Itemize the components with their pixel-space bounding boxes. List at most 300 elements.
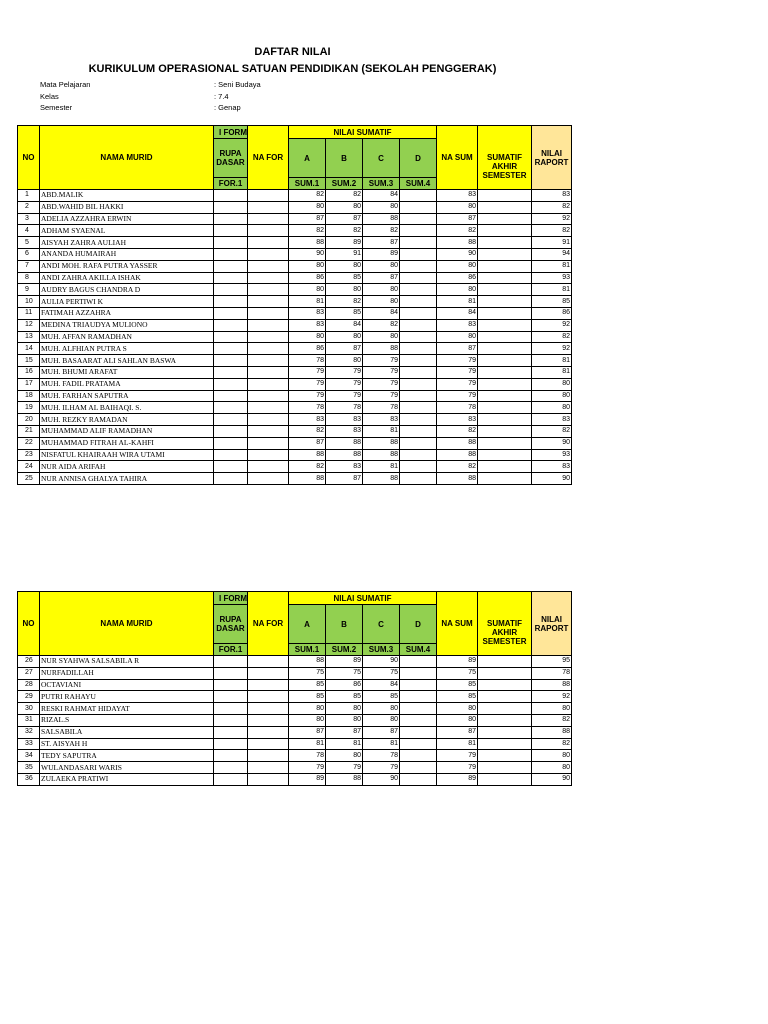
- table-row: [18, 237, 572, 249]
- sum4-cell: [400, 691, 437, 703]
- sum4-cell: [400, 284, 437, 296]
- nilai-raport-cell: 92: [532, 691, 572, 703]
- sum2-cell: 79: [326, 762, 363, 774]
- table-row: [18, 225, 572, 237]
- sum4-cell: [400, 355, 437, 367]
- sum2-cell: 85: [326, 307, 363, 319]
- sum2-cell: 87: [326, 726, 363, 738]
- table-row: [18, 656, 572, 668]
- sum4-cell: [400, 762, 437, 774]
- na-sum-cell: 79: [437, 750, 478, 762]
- sumatif-akhir-cell: [478, 190, 532, 202]
- sumatif-akhir-cell: [478, 703, 532, 715]
- student-name: ADELIA AZZAHRA ERWIN: [40, 213, 214, 225]
- sumatif-akhir-cell: [478, 307, 532, 319]
- sum4-cell: [400, 437, 437, 449]
- na-for-cell: [248, 667, 289, 679]
- na-for-cell: [248, 201, 289, 213]
- sum4-cell: [400, 213, 437, 225]
- student-name: MUH. ILHAM AL BAIHAQI. S.: [40, 402, 214, 414]
- table-row: [18, 425, 572, 437]
- nilai-raport-cell: 86: [532, 307, 572, 319]
- rupa-dasar-cell: [214, 366, 248, 378]
- sum3-cell: 90: [363, 773, 400, 785]
- sum3-cell: 87: [363, 237, 400, 249]
- row-number: 9: [18, 284, 40, 296]
- table-row: [18, 750, 572, 762]
- sum4-cell: [400, 473, 437, 485]
- sum3-cell: 88: [363, 343, 400, 355]
- nilai-raport-cell: 88: [532, 679, 572, 691]
- sum3-cell: 80: [363, 260, 400, 272]
- row-number: 22: [18, 437, 40, 449]
- nilai-raport-cell: 83: [532, 414, 572, 426]
- sum1-cell: 83: [289, 319, 326, 331]
- table-row: [18, 667, 572, 679]
- header-for1: FOR.1: [214, 178, 248, 190]
- student-name: MUHAMMAD ALIF RAMADHAN: [40, 425, 214, 437]
- student-name: NUR AIDA ARIFAH: [40, 461, 214, 473]
- rupa-dasar-cell: [214, 272, 248, 284]
- na-for-cell: [248, 691, 289, 703]
- student-name: AUDRY BAGUS CHANDRA D: [40, 284, 214, 296]
- sum1-cell: 83: [289, 307, 326, 319]
- na-for-cell: [248, 738, 289, 750]
- na-for-cell: [248, 402, 289, 414]
- sum3-cell: 90: [363, 656, 400, 668]
- nilai-raport-cell: 82: [532, 738, 572, 750]
- student-name: ANDI MOH. RAFA PUTRA YASSER: [40, 260, 214, 272]
- nilai-raport-cell: 82: [532, 225, 572, 237]
- nilai-raport-cell: 92: [532, 319, 572, 331]
- meta-label: Mata Pelajaran: [40, 80, 91, 89]
- na-sum-cell: 88: [437, 449, 478, 461]
- na-sum-cell: 88: [437, 437, 478, 449]
- na-for-cell: [248, 225, 289, 237]
- row-number: 32: [18, 726, 40, 738]
- na-sum-cell: 85: [437, 691, 478, 703]
- rupa-dasar-cell: [214, 437, 248, 449]
- sum1-cell: 86: [289, 343, 326, 355]
- row-number: 2: [18, 201, 40, 213]
- na-sum-cell: 82: [437, 425, 478, 437]
- sum2-cell: 87: [326, 343, 363, 355]
- na-sum-cell: 81: [437, 296, 478, 308]
- student-name: MUHAMMAD FITRAH AL-KAHFI: [40, 437, 214, 449]
- na-for-cell: [248, 190, 289, 202]
- rupa-dasar-cell: [214, 461, 248, 473]
- sum4-cell: [400, 331, 437, 343]
- nilai-raport-cell: 82: [532, 331, 572, 343]
- sumatif-akhir-cell: [478, 726, 532, 738]
- na-for-cell: [248, 284, 289, 296]
- student-name: ADHAM SYAENAL: [40, 225, 214, 237]
- sumatif-akhir-cell: [478, 355, 532, 367]
- na-for-cell: [248, 366, 289, 378]
- na-for-cell: [248, 679, 289, 691]
- sum4-cell: [400, 656, 437, 668]
- na-for-cell: [248, 773, 289, 785]
- sum2-cell: 84: [326, 319, 363, 331]
- table-row: [18, 414, 572, 426]
- student-name: MUH. REZKY RAMADAN: [40, 414, 214, 426]
- na-sum-cell: 87: [437, 213, 478, 225]
- sumatif-akhir-cell: [478, 248, 532, 260]
- sum4-cell: [400, 726, 437, 738]
- nilai-raport-cell: 85: [532, 296, 572, 308]
- header-nilai-formatif: I FORM: [214, 126, 248, 139]
- row-number: 28: [18, 679, 40, 691]
- na-for-cell: [248, 355, 289, 367]
- na-sum-cell: 79: [437, 366, 478, 378]
- sum4-cell: [400, 703, 437, 715]
- sumatif-akhir-cell: [478, 414, 532, 426]
- na-sum-cell: 84: [437, 307, 478, 319]
- na-for-cell: [248, 750, 289, 762]
- sum2-cell: 80: [326, 201, 363, 213]
- table-row: [18, 378, 572, 390]
- sum1-cell: 80: [289, 703, 326, 715]
- meta-value: : Seni Budaya: [214, 80, 261, 89]
- sum1-cell: 75: [289, 667, 326, 679]
- row-number: 36: [18, 773, 40, 785]
- table-row: [18, 260, 572, 272]
- na-for-cell: [248, 449, 289, 461]
- sumatif-akhir-cell: [478, 425, 532, 437]
- rupa-dasar-cell: [214, 237, 248, 249]
- row-number: 16: [18, 366, 40, 378]
- sumatif-akhir-cell: [478, 237, 532, 249]
- student-name: RIZAL.S: [40, 714, 214, 726]
- row-number: 27: [18, 667, 40, 679]
- row-number: 7: [18, 260, 40, 272]
- student-name: AISYAH ZAHRA AULIAH: [40, 237, 214, 249]
- rupa-dasar-cell: [214, 343, 248, 355]
- na-sum-cell: 80: [437, 201, 478, 213]
- na-for-cell: [248, 331, 289, 343]
- header-b: B: [326, 605, 363, 644]
- sum2-cell: 88: [326, 773, 363, 785]
- table-row: [18, 762, 572, 774]
- rupa-dasar-cell: [214, 750, 248, 762]
- nilai-raport-cell: 92: [532, 343, 572, 355]
- sum3-cell: 81: [363, 461, 400, 473]
- sum1-cell: 82: [289, 225, 326, 237]
- row-number: 33: [18, 738, 40, 750]
- sum1-cell: 82: [289, 461, 326, 473]
- na-sum-cell: 79: [437, 390, 478, 402]
- header-sum3: SUM.3: [363, 178, 400, 190]
- row-number: 30: [18, 703, 40, 715]
- na-sum-cell: 89: [437, 656, 478, 668]
- sum4-cell: [400, 260, 437, 272]
- nilai-raport-cell: 81: [532, 260, 572, 272]
- nilai-raport-cell: 91: [532, 237, 572, 249]
- sum2-cell: 87: [326, 473, 363, 485]
- header-nilai-raport: NILAI RAPORT: [532, 592, 572, 656]
- sumatif-akhir-cell: [478, 773, 532, 785]
- sum1-cell: 81: [289, 738, 326, 750]
- table-row: [18, 437, 572, 449]
- sum4-cell: [400, 225, 437, 237]
- na-sum-cell: 80: [437, 284, 478, 296]
- row-number: 19: [18, 402, 40, 414]
- sum3-cell: 87: [363, 272, 400, 284]
- sum2-cell: 80: [326, 750, 363, 762]
- sum1-cell: 88: [289, 473, 326, 485]
- sum1-cell: 85: [289, 691, 326, 703]
- student-name: PUTRI RAHAYU: [40, 691, 214, 703]
- row-number: 23: [18, 449, 40, 461]
- row-number: 18: [18, 390, 40, 402]
- rupa-dasar-cell: [214, 691, 248, 703]
- rupa-dasar-cell: [214, 414, 248, 426]
- sum3-cell: 88: [363, 437, 400, 449]
- sum1-cell: 82: [289, 190, 326, 202]
- na-sum-cell: 83: [437, 190, 478, 202]
- sum2-cell: 82: [326, 225, 363, 237]
- rupa-dasar-cell: [214, 201, 248, 213]
- sumatif-akhir-cell: [478, 366, 532, 378]
- na-for-cell: [248, 378, 289, 390]
- header-no: NO: [18, 126, 40, 190]
- table-row: [18, 355, 572, 367]
- header-rupa-dasar: RUPA DASAR: [214, 605, 248, 644]
- na-sum-cell: 87: [437, 343, 478, 355]
- header-nama-murid: NAMA MURID: [40, 126, 214, 190]
- sum3-cell: 80: [363, 714, 400, 726]
- na-for-cell: [248, 307, 289, 319]
- sum3-cell: 79: [363, 390, 400, 402]
- sum4-cell: [400, 307, 437, 319]
- rupa-dasar-cell: [214, 319, 248, 331]
- sum1-cell: 87: [289, 437, 326, 449]
- sumatif-akhir-cell: [478, 679, 532, 691]
- rupa-dasar-cell: [214, 225, 248, 237]
- table-row: [18, 284, 572, 296]
- sumatif-akhir-cell: [478, 667, 532, 679]
- sum3-cell: 80: [363, 201, 400, 213]
- rupa-dasar-cell: [214, 726, 248, 738]
- sum1-cell: 88: [289, 656, 326, 668]
- nilai-raport-cell: 90: [532, 437, 572, 449]
- grade-table-1: [17, 125, 572, 485]
- student-name: ANDI ZAHRA AKILLA ISHAK: [40, 272, 214, 284]
- sum3-cell: 79: [363, 366, 400, 378]
- sumatif-akhir-cell: [478, 750, 532, 762]
- sum4-cell: [400, 449, 437, 461]
- sumatif-akhir-cell: [478, 201, 532, 213]
- header-sumatif-akhir: SUMATIF AKHIR SEMESTER: [478, 592, 532, 656]
- table-row: [18, 714, 572, 726]
- student-name: AULIA PERTIWI K: [40, 296, 214, 308]
- na-for-cell: [248, 425, 289, 437]
- nilai-raport-cell: 90: [532, 773, 572, 785]
- sum4-cell: [400, 319, 437, 331]
- rupa-dasar-cell: [214, 679, 248, 691]
- sum2-cell: 80: [326, 355, 363, 367]
- row-number: 24: [18, 461, 40, 473]
- header-c: C: [363, 139, 400, 178]
- sum3-cell: 79: [363, 355, 400, 367]
- header-nilai-sumatif: NILAI SUMATIF: [289, 126, 437, 139]
- na-for-cell: [248, 726, 289, 738]
- sum2-cell: 87: [326, 213, 363, 225]
- sum3-cell: 80: [363, 284, 400, 296]
- nilai-raport-cell: 80: [532, 750, 572, 762]
- sum4-cell: [400, 296, 437, 308]
- na-sum-cell: 81: [437, 738, 478, 750]
- sumatif-akhir-cell: [478, 284, 532, 296]
- sum4-cell: [400, 190, 437, 202]
- student-name: RESKI RAHMAT HIDAYAT: [40, 703, 214, 715]
- header-na-for: NA FOR: [248, 126, 289, 190]
- header-nilai-formatif: I FORM: [214, 592, 248, 605]
- sum2-cell: 78: [326, 402, 363, 414]
- rupa-dasar-cell: [214, 355, 248, 367]
- rupa-dasar-cell: [214, 703, 248, 715]
- table-row: [18, 331, 572, 343]
- table-row: [18, 190, 572, 202]
- nilai-raport-cell: 94: [532, 248, 572, 260]
- sumatif-akhir-cell: [478, 390, 532, 402]
- header-nilai-sumatif: NILAI SUMATIF: [289, 592, 437, 605]
- header-a: A: [289, 139, 326, 178]
- table-row: [18, 449, 572, 461]
- sum4-cell: [400, 378, 437, 390]
- sumatif-akhir-cell: [478, 449, 532, 461]
- row-number: 10: [18, 296, 40, 308]
- student-name: WULANDASARI WARIS: [40, 762, 214, 774]
- header-c: C: [363, 605, 400, 644]
- nilai-raport-cell: 81: [532, 355, 572, 367]
- student-name: MUH. ALFHIAN PUTRA S: [40, 343, 214, 355]
- na-sum-cell: 86: [437, 272, 478, 284]
- table-row: [18, 307, 572, 319]
- sum2-cell: 85: [326, 272, 363, 284]
- nilai-raport-cell: 81: [532, 366, 572, 378]
- nilai-raport-cell: 88: [532, 726, 572, 738]
- na-for-cell: [248, 461, 289, 473]
- sum3-cell: 89: [363, 248, 400, 260]
- sumatif-akhir-cell: [478, 213, 532, 225]
- rupa-dasar-cell: [214, 714, 248, 726]
- sum1-cell: 80: [289, 260, 326, 272]
- na-sum-cell: 87: [437, 726, 478, 738]
- sum1-cell: 81: [289, 296, 326, 308]
- sum1-cell: 79: [289, 390, 326, 402]
- na-for-cell: [248, 390, 289, 402]
- header-sum4: SUM.4: [400, 178, 437, 190]
- header-sum1: SUM.1: [289, 644, 326, 656]
- table-row: [18, 319, 572, 331]
- na-for-cell: [248, 272, 289, 284]
- nilai-raport-cell: 92: [532, 213, 572, 225]
- sum4-cell: [400, 414, 437, 426]
- na-sum-cell: 88: [437, 473, 478, 485]
- sum3-cell: 79: [363, 378, 400, 390]
- header-d: D: [400, 139, 437, 178]
- student-name: OCTAVIANI: [40, 679, 214, 691]
- header-a: A: [289, 605, 326, 644]
- nilai-raport-cell: 83: [532, 190, 572, 202]
- row-number: 5: [18, 237, 40, 249]
- na-sum-cell: 80: [437, 260, 478, 272]
- sum3-cell: 78: [363, 402, 400, 414]
- sum3-cell: 80: [363, 331, 400, 343]
- rupa-dasar-cell: [214, 284, 248, 296]
- nilai-raport-cell: 95: [532, 656, 572, 668]
- sum4-cell: [400, 667, 437, 679]
- sum1-cell: 88: [289, 237, 326, 249]
- table-row: [18, 366, 572, 378]
- nilai-raport-cell: 81: [532, 284, 572, 296]
- sum3-cell: 88: [363, 213, 400, 225]
- na-for-cell: [248, 296, 289, 308]
- sum2-cell: 88: [326, 437, 363, 449]
- sum3-cell: 83: [363, 414, 400, 426]
- header-sum3: SUM.3: [363, 644, 400, 656]
- na-sum-cell: 83: [437, 414, 478, 426]
- sumatif-akhir-cell: [478, 319, 532, 331]
- student-name: ANANDA HUMAIRAH: [40, 248, 214, 260]
- rupa-dasar-cell: [214, 773, 248, 785]
- nilai-raport-cell: 78: [532, 667, 572, 679]
- row-number: 11: [18, 307, 40, 319]
- sumatif-akhir-cell: [478, 714, 532, 726]
- na-sum-cell: 78: [437, 402, 478, 414]
- na-sum-cell: 79: [437, 355, 478, 367]
- na-for-cell: [248, 237, 289, 249]
- na-sum-cell: 82: [437, 461, 478, 473]
- rupa-dasar-cell: [214, 449, 248, 461]
- sumatif-akhir-cell: [478, 437, 532, 449]
- sum2-cell: 82: [326, 296, 363, 308]
- na-for-cell: [248, 213, 289, 225]
- na-for-cell: [248, 260, 289, 272]
- sum1-cell: 86: [289, 272, 326, 284]
- student-name: MEDINA TRIAUDYA MULIONO: [40, 319, 214, 331]
- sum4-cell: [400, 750, 437, 762]
- sum3-cell: 81: [363, 425, 400, 437]
- student-name: NURFADILLAH: [40, 667, 214, 679]
- sumatif-akhir-cell: [478, 691, 532, 703]
- sumatif-akhir-cell: [478, 260, 532, 272]
- row-number: 21: [18, 425, 40, 437]
- sum1-cell: 80: [289, 284, 326, 296]
- sum1-cell: 78: [289, 750, 326, 762]
- na-for-cell: [248, 414, 289, 426]
- sum2-cell: 79: [326, 378, 363, 390]
- sum1-cell: 79: [289, 762, 326, 774]
- table-row: [18, 461, 572, 473]
- sum4-cell: [400, 714, 437, 726]
- sum2-cell: 80: [326, 284, 363, 296]
- sum1-cell: 80: [289, 331, 326, 343]
- nilai-raport-cell: 80: [532, 378, 572, 390]
- sum3-cell: 87: [363, 726, 400, 738]
- sum1-cell: 87: [289, 726, 326, 738]
- student-name: MUH. FADIL PRATAMA: [40, 378, 214, 390]
- rupa-dasar-cell: [214, 213, 248, 225]
- rupa-dasar-cell: [214, 248, 248, 260]
- na-for-cell: [248, 343, 289, 355]
- sumatif-akhir-cell: [478, 378, 532, 390]
- row-number: 34: [18, 750, 40, 762]
- sum4-cell: [400, 248, 437, 260]
- row-number: 29: [18, 691, 40, 703]
- sum1-cell: 85: [289, 679, 326, 691]
